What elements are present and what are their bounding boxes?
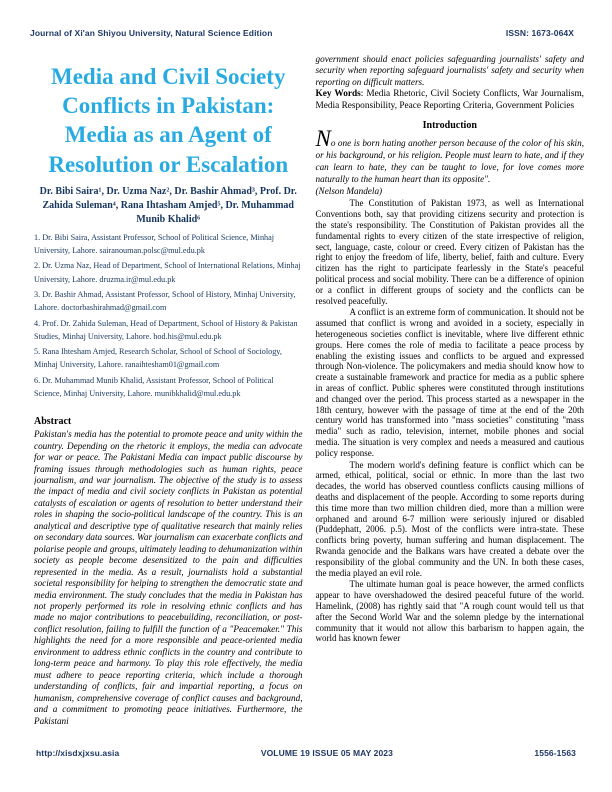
intro-paragraph-1: The Constitution of Pakistan 1973, as well as International Conventions both, say that providing citizens security and protection is the state's responsibility. The Constitution of Pakistan provides all the fundamental rights to every citizen of the state irrespective of religion, sect, language, caste, colour or creed. Every citizen of Pakistan has the right to enjoy the freedom of life, liberty, belief, faith and culture. Every citizen has the right to participate fearlessly in the State's peaceful political process and social mobility. There can be a difference of opinion or a conflict in different groups of society and the conflicts can be resolved peacefully. xyxy=(315,198,584,306)
quote-text: o one is born hating another person because of the color of his skin, or his background, or his religion. People must learn to hate, and if they can learn to hate, they can be taught to love, for love comes more naturally to the human heart than its opposite". xyxy=(315,138,584,184)
affiliations xyxy=(34,231,303,400)
right-column xyxy=(316,54,585,752)
affiliation-3: 3. Dr. Bashir Ahmad, Assistant Professor, School of History, Minhaj University, Lahore. doctorbashirahmad@gmail.com xyxy=(34,289,296,313)
left-column xyxy=(34,54,303,752)
volume-issue: VOLUME 19 ISSUE 05 MAY 2023 xyxy=(260,748,393,758)
page-header xyxy=(30,28,574,38)
affiliation-4: 4. Prof. Dr. Zahida Suleman, Head of Department, School of History & Pakistan Studies, Minhaj University, Lahore. hod.his@mul.edu.pk xyxy=(34,318,298,341)
journal-url: http://xisdxjxsu.asia xyxy=(36,748,120,758)
two-column-body xyxy=(34,54,584,752)
keywords-text: : Media Rhetoric, Civil Society Conflicts, War Journalism, Media Responsibility, Peace Reporting Criteria, Government Policies xyxy=(315,89,584,112)
affiliation-6: 6. Dr. Muhammad Munib Khalid, Assistant Professor, School of Political Science, Minhaj University, Lahore. munibkhalid@mul.edu.pk xyxy=(34,375,274,398)
keywords xyxy=(316,88,585,112)
title-line-1: Media and Civil Society xyxy=(51,64,286,89)
journal-name: Journal of Xi'an Shiyou University, Natural Science Edition xyxy=(30,28,273,38)
author-list: Dr. Bibi Saira¹, Dr. Uzma Naz², Dr. Bashir Ahmad³, Prof. Dr. Zahida Suleman⁴, Rana Ihtasham Amjed⁵, Dr. Muhammad Munib Khalid⁶ xyxy=(39,185,297,225)
title-line-3: Media as an Agent of xyxy=(64,122,272,148)
affiliation-5: 5. Rana Ihtesham Amjed, Research Scholar, School of School of Sociology, Minhaj University, Lahore. ranaihtesham01@gmail.com xyxy=(34,347,282,370)
article-title xyxy=(34,62,303,179)
page-footer xyxy=(36,748,576,758)
abstract-text: Pakistan's media has the potential to promote peace and unity within the country. Depending on the rhetoric it employs, the media can advocate for war or peace. The Pakistani Media can impact public discourse by framing issues through methodologies such as human rights, peace journalism, and war journalism. The objective of the study is to assess the impact of media and civil society conflicts in Pakistan as potential catalysts of escalation or agents of resolution to better understand their roles in shaping the socio-political landscape of the country. This is an analytical and descriptive type of qualitative research that mainly relies on secondary data sources. War journalism can exacerbate conflicts and polarise people and groups, ultimately leading to dehumanization within society as people become desensitized to the pain and difficulties represented in the media. As a result, journalists hold a substantial societal responsibility for helping to strengthen the democratic state and media environment. The study concludes that the media in Pakistan has not properly performed its role in resolving ethnic conflicts and has made no major contributions to peacebuilding, reconciliation, or post-conflict resolution, failing to fulfill the function of a "Peacemaker." This highlights the need for a more responsible and peace-oriented media environment to address ethnic conflicts in the country and contribute to long-term peace and harmony. To play this role effectively, the media must adhere to peace reporting criteria, which include a thorough understanding of conflicts, fair and impartial reporting, a focus on humanism, comprehensive coverage of conflict causes and background, and a commitment to promoting peace initiatives. Furthermore, the Pakistani xyxy=(34,429,303,726)
introduction-heading: Introduction xyxy=(422,120,477,132)
introduction-body xyxy=(316,198,585,644)
affiliation-1: 1. Dr. Bibi Saira, Assistant Professor, School of Political Science, Minhaj University, Lahore. sairanouman.polsc@mul.edu.pk xyxy=(34,232,275,256)
quote-dropcap: N xyxy=(315,126,331,152)
abstract-continuation: government should enact policies safeguarding journalists' safety and security when reporting safeguard journalists' safety and security when reporting on difficult matters. xyxy=(315,54,584,87)
keywords-label: Key Words xyxy=(315,89,361,100)
title-line-4: Resolution or Escalation xyxy=(48,151,289,177)
intro-paragraph-3: The modern world's defining feature is conflict which can be armed, ethical, political, social or ethnic. In more than the last two decades, the world has observed countless conflicts causing millions of deaths and displacement of the people. According to some reports during this time more than two million children died, more than a million were orphaned and around 6-7 million were seriously injured or disabled (Puddephatt, 2006. p.5). Most of the conflicts were intra-state. These conflicts bring poverty, human suffering and human displacement. The Rwanda genocide and the Balkans wars have created a debate over the responsibility of the global community and the UN. In both these cases, the media played an evil role. xyxy=(315,459,584,578)
intro-paragraph-4: The ultimate human goal is peace however, the armed conflicts appear to have overshadowed the desired peaceful future of the world. Hamelink, (2008) has rightly said that "A rough count would tell us that after the Second World War and the solemn pledge by the international community that it would not allow this barbarism to happen again, the world has known fewer xyxy=(315,579,584,644)
quote-attribution: (Nelson Mandela) xyxy=(315,186,383,197)
page-range: 1556-1563 xyxy=(534,748,576,758)
issn: ISSN: 1673-064X xyxy=(505,28,574,38)
intro-paragraph-2: A conflict is an extreme form of communication. It should not be assumed that conflict is wrong and avoided in a society, especially in heterogeneous societies conflict is inevitable, where live different ethnic groups. Here comes the role of media to facilitate a peace process by enabling the existing issues and conflicts to be argued and expressed through Non-violence. The policymakers and media should know how to create a sustainable framework and practice for media as a public sphere in areas of conflict. Public spheres were constituted through institutions and changed over the period. This process started as a newspaper in the 18th century, however with the passage of time at the end of the 20th century world has transformed into "mass societies" constituting "mass media" such as radio, television, internet, mobile phones and social media. The situation is very complex and needs a measured and cautious policy response. xyxy=(315,307,584,458)
affiliation-2: 2. Dr. Uzma Naz, Head of Department, School of International Relations, Minhaj University, Lahore. druzma.ir@mul.edu.pk xyxy=(34,261,301,284)
title-line-2: Conflicts in Pakistan: xyxy=(62,93,275,119)
abstract-heading: Abstract xyxy=(34,416,72,428)
